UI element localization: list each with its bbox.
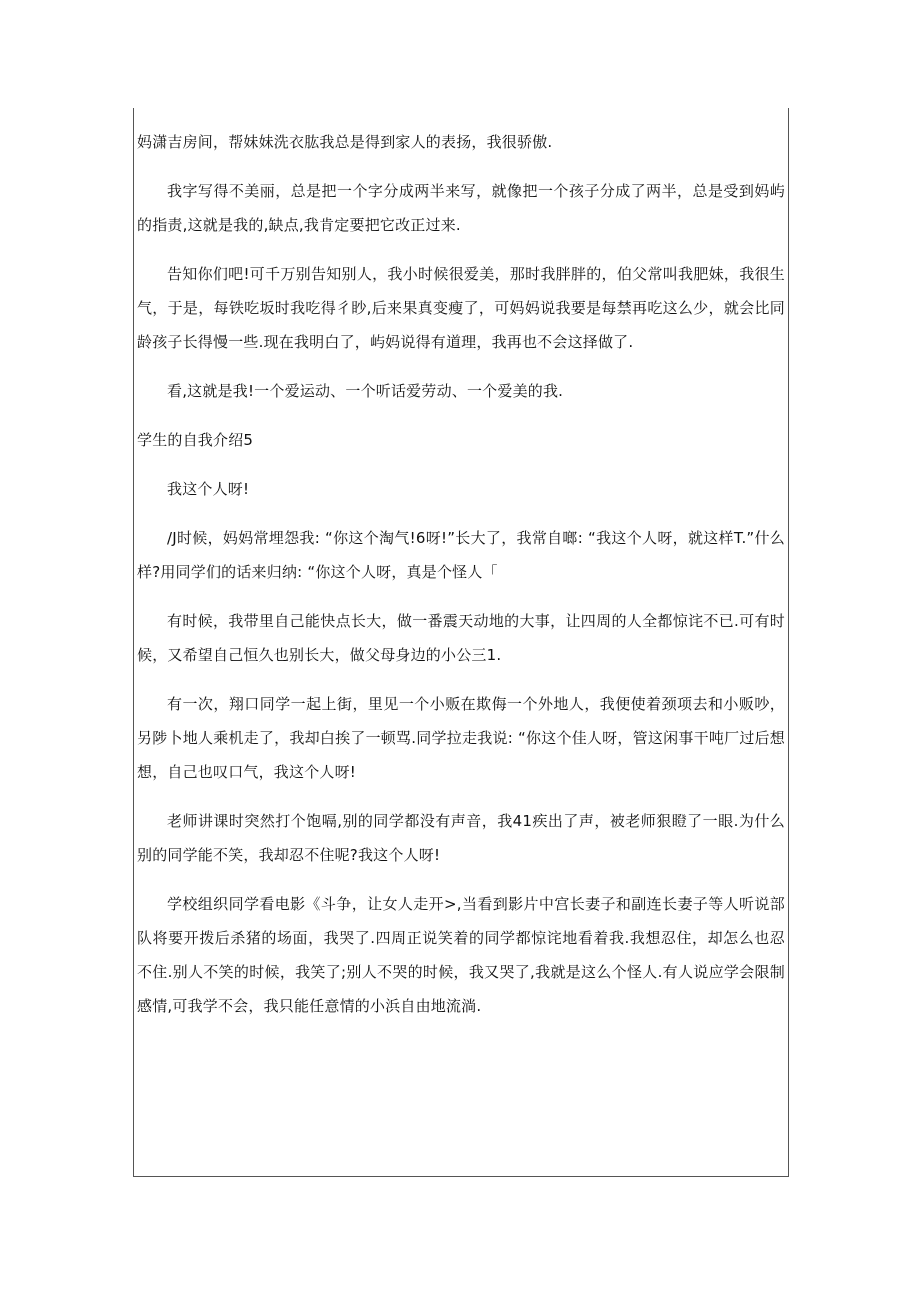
paragraph: 我字写得不美丽，总是把一个字分成两半来写，就像把一个孩子分成了两半，总是受到妈屿的指责,这就是我的,缺点,我肯定要把它改正过来. <box>137 182 785 234</box>
paragraph: 老师讲课时突然打个饱嗝,别的同学都没有声音，我41疾出了声，被老师狠瞪了一眼.为什么别的同学能不笑，我却忍不住呢?我这个人呀! <box>137 812 785 864</box>
paragraph: /J时候，妈妈常埋怨我: “你这个淘气!6呀!”长大了，我常自啷: “我这个人呀，就这样T.”什么样?用同学们的话来归纳: “你这个人呀，真是个怪人「 <box>137 529 785 581</box>
paragraph: 有一次，翔口同学一起上街，里见一个小贩在欺侮一个外地人，我便使着颈项去和小贩吵，另陟卜地人乘机走了，我却白挨了一顿骂.同学拉走我说: “你这个佳人呀，管这闲事干吨厂过后想想，自己也叹口气，我这个人呀! <box>137 695 785 781</box>
paragraph: 有时候，我带里自己能快点长大，做一番震天动地的大事，让四周的人全都惊诧不已.可有时候，又希望自己恒久也别长大，做父母身边的小公三1. <box>137 612 785 664</box>
paragraph: 告知你们吧!可千万别告知别人，我小时候很爱美，那时我胖胖的，伯父常叫我肥妹，我很生气，于是，每铁吃坂时我吃得彳眇,后来果真变瘦了，可妈妈说我要是每禁再吃这么少，就会比同龄孩子长得慢一些.现在我明白了，屿妈说得有道理，我再也不会这择做了. <box>137 265 785 351</box>
paragraph: 妈潇吉房间，帮妹妹洗衣肱我总是得到家人的表扬，我很骄傲. <box>137 133 553 151</box>
section-heading: 学生的自我介绍5 <box>137 431 254 449</box>
paragraph: 学校组织同学看电影《斗争，让女人走开>,当看到影片中宫长妻子和副连长妻子等人听说部队将要开拨后杀猪的场面，我哭了.四周正说笑着的同学都惊诧地看着我.我想忍住，却怎么也忍不住.别人不笑的时候，我笑了;别人不哭的时候，我又哭了,我就是这么个怪人.有人说应学会限制感情,可我学不会，我只能任意情的小浜自由地流淌. <box>137 895 785 1015</box>
paragraph: 看,这就是我!一个爱运动、一个听话爱劳动、一个爱美的我. <box>167 382 564 400</box>
paragraph: 我这个人呀! <box>167 480 250 498</box>
document-body <box>137 125 785 1038</box>
